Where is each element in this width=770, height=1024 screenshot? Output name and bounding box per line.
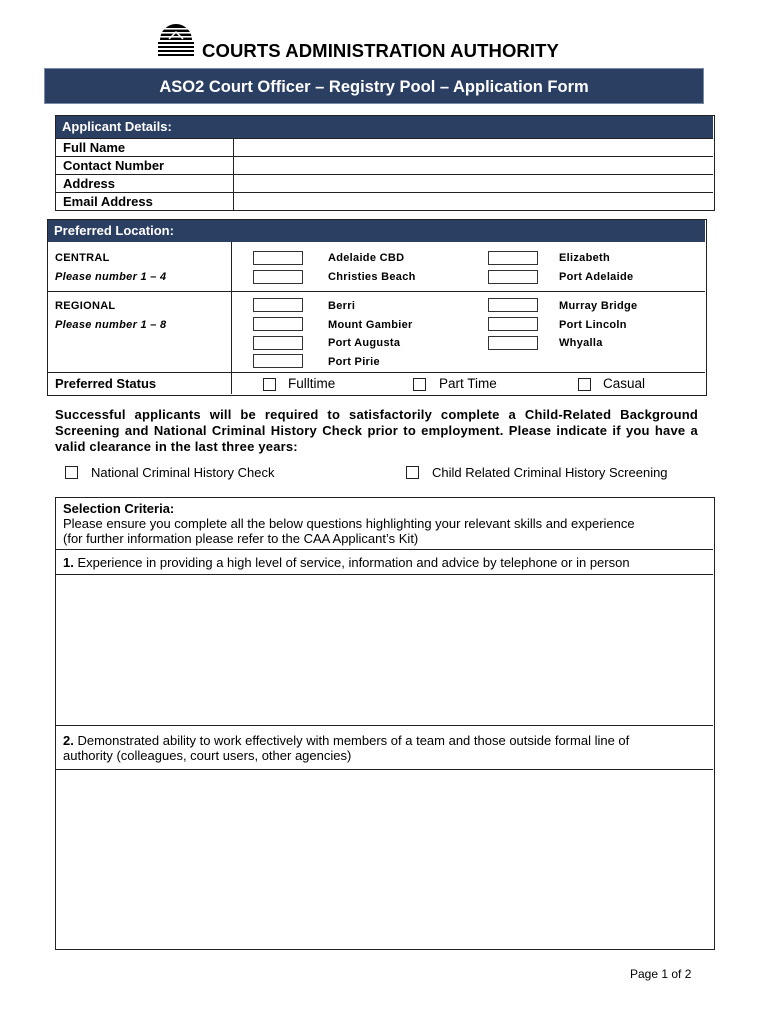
national-criminal-history-check-checkbox[interactable] (65, 466, 78, 479)
question-2-text-line2: authority (colleagues, court users, other agencies) (63, 748, 352, 763)
full-name-field[interactable] (233, 139, 714, 156)
email-address-field[interactable] (233, 193, 714, 210)
question-2-number: 2. (63, 733, 74, 748)
question-1-number: 1. (63, 555, 74, 570)
address-row (56, 174, 713, 193)
screening-notice: Successful applicants will be required to satisfactorily complete a Child-Related Background Screening and National Criminal History Check prior to employment. Please indicate if you have a valid clearance in the last three years: (55, 407, 698, 454)
contact-number-row (56, 156, 713, 175)
selection-criteria-heading: Selection Criteria: (63, 501, 175, 516)
central-label: CENTRAL (55, 252, 110, 264)
casual-label: Casual (603, 376, 646, 391)
question-2-answer-area[interactable] (56, 770, 713, 948)
location-mount-gambier: Mount Gambier (328, 319, 413, 331)
location-adelaide-cbd: Adelaide CBD (328, 252, 405, 264)
fulltime-checkbox[interactable] (263, 378, 276, 391)
question-1-text: Experience in providing a high level of service, information and advice by telephone or in person (77, 555, 630, 570)
preferred-location-heading: Preferred Location: (48, 220, 705, 242)
rank-box-port-pirie[interactable] (253, 354, 303, 368)
central-instruction: Please number 1 – 4 (55, 271, 167, 283)
part-time-checkbox[interactable] (413, 378, 426, 391)
question-1-answer-area[interactable] (56, 575, 713, 724)
address-label: Address (63, 176, 116, 191)
rank-box-berri[interactable] (253, 298, 303, 312)
rank-box-christies-beach[interactable] (253, 270, 303, 284)
email-address-label: Email Address (63, 194, 153, 209)
rank-box-port-adelaide[interactable] (488, 270, 538, 284)
child-related-screening-checkbox[interactable] (406, 466, 419, 479)
rank-box-murray-bridge[interactable] (488, 298, 538, 312)
contact-number-label: Contact Number (63, 158, 165, 173)
applicant-details-section (55, 115, 715, 211)
authority-name: COURTS ADMINISTRATION AUTHORITY (202, 40, 559, 61)
header (0, 18, 770, 66)
question-1 (63, 555, 630, 571)
address-field[interactable] (233, 175, 714, 192)
location-christies-beach: Christies Beach (328, 271, 416, 283)
rank-box-adelaide-cbd[interactable] (253, 251, 303, 265)
divider (56, 549, 713, 550)
page-number: Page 1 of 2 (630, 967, 692, 981)
divider (56, 725, 713, 726)
location-port-adelaide: Port Adelaide (559, 271, 634, 283)
national-criminal-history-check-label: National Criminal History Check (91, 465, 275, 480)
rank-box-port-augusta[interactable] (253, 336, 303, 350)
location-elizabeth: Elizabeth (559, 252, 610, 264)
full-name-row (56, 138, 713, 157)
contact-number-field[interactable] (233, 157, 714, 174)
child-related-screening-label: Child Related Criminal History Screening (432, 465, 668, 480)
applicant-details-heading: Applicant Details: (56, 116, 713, 138)
rank-box-mount-gambier[interactable] (253, 317, 303, 331)
casual-checkbox[interactable] (578, 378, 591, 391)
rank-box-port-lincoln[interactable] (488, 317, 538, 331)
location-murray-bridge: Murray Bridge (559, 300, 638, 312)
selection-intro-line2: (for further information please refer to the CAA Applicant’s Kit) (63, 531, 419, 546)
rank-box-whyalla[interactable] (488, 336, 538, 350)
location-row-divider (48, 291, 705, 292)
location-port-lincoln: Port Lincoln (559, 319, 627, 331)
regional-instruction: Please number 1 – 8 (55, 319, 167, 331)
selection-intro-line1: Please ensure you complete all the below questions highlighting your relevant skills and experience (63, 516, 635, 531)
preferred-location-section (47, 219, 707, 396)
form-title: ASO2 Court Officer – Registry Pool – Application Form (44, 68, 704, 104)
question-2 (63, 733, 629, 749)
caa-logo-icon (155, 20, 197, 60)
location-port-pirie: Port Pirie (328, 356, 380, 368)
regional-label: REGIONAL (55, 300, 116, 312)
location-berri: Berri (328, 300, 356, 312)
rank-box-elizabeth[interactable] (488, 251, 538, 265)
status-row-divider (48, 372, 705, 373)
email-address-row (56, 192, 713, 211)
question-2-text-line1: Demonstrated ability to work effectively with members of a team and those outside formal line of (77, 733, 630, 748)
fulltime-label: Fulltime (288, 376, 336, 391)
preferred-status-label: Preferred Status (55, 376, 157, 391)
location-whyalla: Whyalla (559, 337, 603, 349)
part-time-label: Part Time (439, 376, 497, 391)
full-name-label: Full Name (63, 140, 126, 155)
location-port-augusta: Port Augusta (328, 337, 401, 349)
selection-criteria-section (55, 497, 715, 950)
